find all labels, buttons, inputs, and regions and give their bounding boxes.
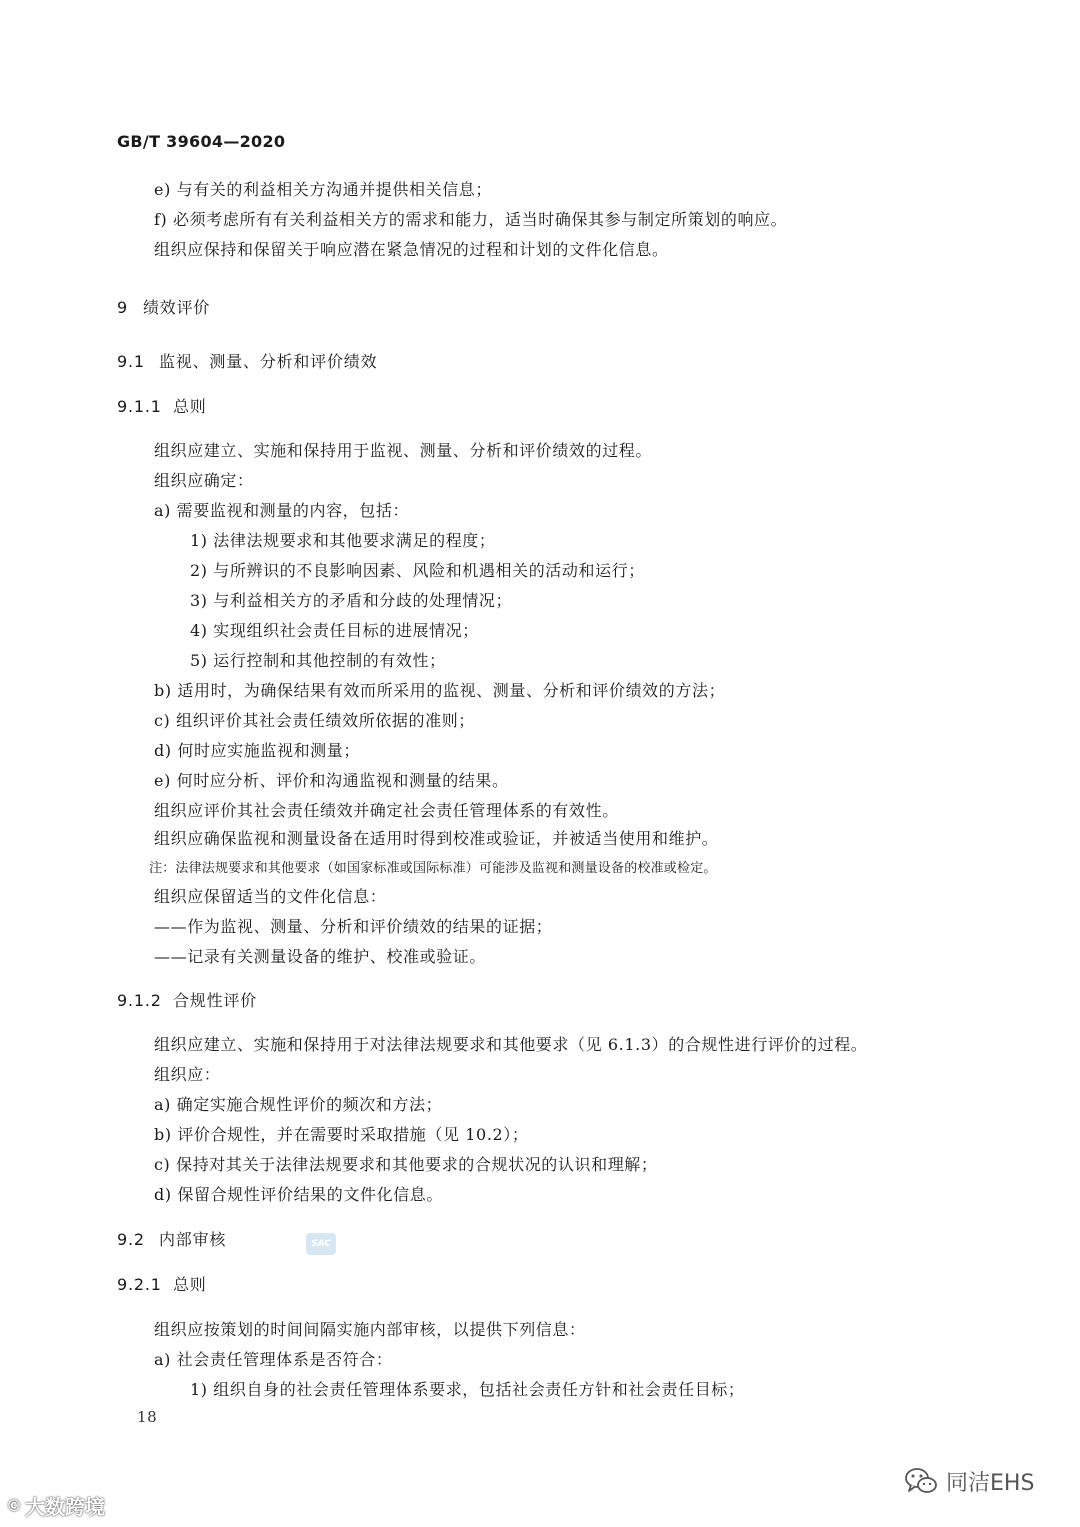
sac-stamp: SAC: [306, 1233, 336, 1255]
list-item-a: a) 社会责任管理体系是否符合：: [154, 1350, 393, 1369]
list-item-d: d) 何时应实施监视和测量；: [154, 741, 360, 760]
list-item-e: e) 何时应分析、评价和沟通监视和测量的结果。: [154, 771, 509, 790]
watermark-left: [6, 1490, 105, 1520]
section-heading-9-2-1: 9.2.1 总则: [117, 1275, 207, 1294]
sub-item-4: 4) 实现组织社会责任目标的进展情况；: [190, 621, 479, 640]
paragraph: 组织应：: [154, 1065, 221, 1084]
paragraph: 组织应确定：: [154, 471, 254, 490]
section-heading-9: 9 绩效评价: [117, 298, 211, 317]
sub-item-2: 2) 与所辨识的不良影响因素、风险和机遇相关的活动和运行；: [190, 561, 645, 580]
wechat-icon: [904, 1466, 938, 1496]
list-item-b: b) 适用时，为确保结果有效而所采用的监视、测量、分析和评价绩效的方法；: [154, 681, 726, 700]
list-item-d: d) 保留合规性评价结果的文件化信息。: [154, 1185, 443, 1204]
section-heading-9-1: 9.1 监视、测量、分析和评价绩效: [117, 352, 378, 371]
paragraph: 组织应建立、实施和保持用于对法律法规要求和其他要求（见 6.1.3）的合规性进行评价的过程。: [154, 1035, 868, 1054]
list-item-f: f) 必须考虑所有有关利益相关方的需求和能力，适当时确保其参与制定所策划的响应。: [154, 210, 788, 229]
section-heading-9-2: 9.2 内部审核: [117, 1230, 227, 1249]
section-heading-9-1-1: 9.1.1 总则: [117, 397, 207, 416]
list-item-c: c) 保持对其关于法律法规要求和其他要求的合规状况的认识和理解；: [154, 1155, 658, 1174]
sub-item-1: 1) 组织自身的社会责任管理体系要求，包括社会责任方针和社会责任目标；: [190, 1380, 745, 1399]
paragraph: 组织应评价其社会责任绩效并确定社会责任管理体系的有效性。: [154, 801, 619, 820]
list-item-a: a) 需要监视和测量的内容，包括：: [154, 501, 410, 520]
sub-item-5: 5) 运行控制和其他控制的有效性；: [190, 651, 446, 670]
list-item-b: b) 评价合规性，并在需要时采取措施（见 10.2）；: [154, 1125, 529, 1144]
list-item-e: e) 与有关的利益相关方沟通并提供相关信息；: [154, 180, 492, 199]
list-item-a: a) 确定实施合规性评价的频次和方法；: [154, 1095, 443, 1114]
paragraph: 组织应保持和保留关于响应潜在紧急情况的过程和计划的文件化信息。: [154, 240, 669, 259]
watermark-left-text: 大数跨境: [25, 1494, 105, 1519]
watermark-right: [904, 1463, 1034, 1499]
watermark-right-text: 同洁EHS: [946, 1470, 1035, 1496]
paragraph: 组织应保留适当的文件化信息：: [154, 887, 387, 906]
note: 注：法律法规要求和其他要求（如国家标准或国际标准）可能涉及监视和测量设备的校准或检定。: [149, 861, 717, 876]
paragraph: 组织应确保监视和测量设备在适用时得到校准或验证，并被适当使用和维护。: [154, 829, 719, 848]
dash-item: ——作为监视、测量、分析和评价绩效的结果的证据；: [154, 917, 553, 936]
standard-header: GB/T 39604—2020: [117, 132, 286, 151]
paragraph: 组织应建立、实施和保持用于监视、测量、分析和评价绩效的过程。: [154, 441, 653, 460]
dash-item: ——记录有关测量设备的维护、校准或验证。: [154, 947, 487, 966]
sub-item-3: 3) 与利益相关方的矛盾和分歧的处理情况；: [190, 591, 513, 610]
sub-item-1: 1) 法律法规要求和其他要求满足的程度；: [190, 531, 496, 550]
list-item-c: c) 组织评价其社会责任绩效所依据的准则；: [154, 711, 475, 730]
paragraph: 组织应按策划的时间间隔实施内部审核，以提供下列信息：: [154, 1320, 586, 1339]
section-heading-9-1-2: 9.1.2 合规性评价: [117, 991, 258, 1010]
watermark-logo-icon: ©: [6, 1495, 21, 1515]
page-number: 18: [137, 1408, 158, 1426]
